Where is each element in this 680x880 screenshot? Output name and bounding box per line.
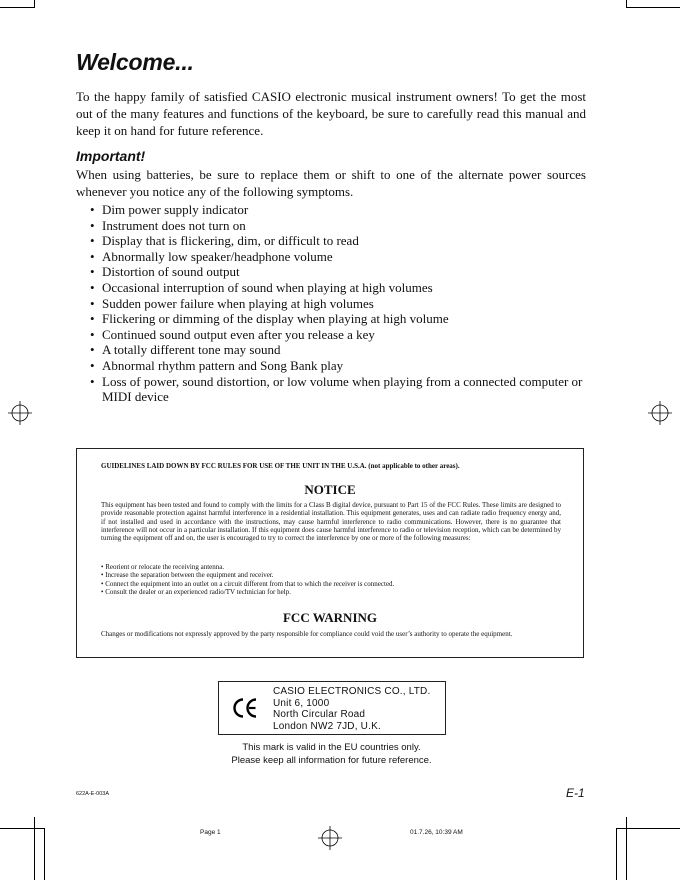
crop-mark-top-right bbox=[626, 7, 680, 8]
list-item: • Distortion of sound output bbox=[90, 264, 586, 280]
list-item: • Loss of power, sound distortion, or low volume when playing from a connected computer or MIDI device bbox=[90, 374, 586, 405]
registration-target-left bbox=[8, 401, 32, 425]
crop-mark-top-left bbox=[0, 7, 34, 8]
company-address bbox=[273, 686, 430, 732]
intro-paragraph: To the happy family of satisfied CASIO electronic musical instrument owners! To get the most out of the many features and functions of the keyboard, be sure to carefully read this manual and keep it on hand for future reference. bbox=[76, 89, 586, 138]
battery-paragraph: When using batteries, be sure to replace them or shift to one of the alternate power sources whenever you notice any of the following symptoms. bbox=[76, 167, 586, 199]
footer-page-label: Page 1 bbox=[200, 829, 221, 836]
crop-mark-top-left bbox=[34, 0, 35, 8]
address-line: North Circular Road bbox=[273, 709, 366, 721]
symptom-list bbox=[90, 202, 586, 405]
registration-target-bottom bbox=[318, 826, 342, 850]
ce-mark-icon bbox=[231, 698, 259, 718]
notice-text: This equipment has been tested and found to comply with the limits for a Class B digital device, pursuant to Part 15 of the FCC Rules. These limits are designed to provide reasonable protection against harmful interference in a residential installation. This equipment generates, uses and can radiate radio frequency energy and, if not installed and used in accordance with the instructions, may cause harmful interference to radio communications. However, there is no guarantee that interference will not occur in a particular installation. If this equipment does cause harmful interference to radio or television reception, which can be determined by turning the equipment off and on, the user is encouraged to try to correct the interference by one or more of the following measures: bbox=[101, 501, 561, 543]
list-item: • Dim power supply indicator bbox=[90, 202, 586, 218]
fcc-notice-box bbox=[76, 448, 584, 658]
footer-datetime: 01.7.26, 10:39 AM bbox=[410, 829, 463, 836]
list-item: • Increase the separation between the equipment and receiver. bbox=[101, 571, 274, 580]
list-item: • Connect the equipment into an outlet on a circuit different from that to which the receiver is connected. bbox=[101, 579, 395, 588]
crop-mark-bottom-right bbox=[626, 817, 627, 880]
address-line: CASIO ELECTRONICS CO., LTD. bbox=[273, 686, 431, 697]
list-item: • Occasional interruption of sound when playing at high volumes bbox=[90, 280, 586, 296]
fcc-warning-text: Changes or modifications not expressly approved by the party responsible for compliance could void the user’s authority to operate the equipment. bbox=[101, 630, 513, 638]
fcc-measures-list bbox=[101, 563, 561, 596]
document-code: 622A-E-003A bbox=[76, 791, 110, 797]
list-item: • Flickering or dimming of the display when playing at high volume bbox=[90, 311, 586, 327]
crop-mark-bottom-left bbox=[34, 817, 35, 880]
page-title: Welcome... bbox=[76, 49, 194, 75]
notice-title: NOTICE bbox=[304, 482, 356, 497]
registration-target-right bbox=[648, 401, 672, 425]
list-item: • Abnormally low speaker/headphone volume bbox=[90, 249, 586, 265]
list-item: • Instrument does not turn on bbox=[90, 218, 586, 234]
fcc-warning-title: FCC WARNING bbox=[282, 610, 377, 625]
address-line: London NW2 7JD, U.K. bbox=[273, 720, 381, 732]
list-item: • Sudden power failure when playing at high volumes bbox=[90, 296, 586, 312]
list-item: • A totally different tone may sound bbox=[90, 342, 586, 358]
crop-mark-top-right bbox=[626, 0, 627, 8]
list-item: • Abnormal rhythm pattern and Song Bank play bbox=[90, 358, 586, 374]
crop-mark-bottom-right bbox=[616, 828, 617, 880]
page-number: E-1 bbox=[566, 786, 585, 800]
list-item: • Continued sound output even after you release a key bbox=[90, 327, 586, 343]
list-item: • Display that is flickering, dim, or difficult to read bbox=[90, 233, 586, 249]
important-heading: Important! bbox=[76, 148, 146, 164]
eu-note-line: Please keep all information for future reference. bbox=[231, 754, 432, 766]
crop-mark-bottom-left bbox=[44, 828, 45, 880]
eu-note-line: This mark is valid in the EU countries only. bbox=[242, 742, 421, 753]
fcc-guideline: GUIDELINES LAID DOWN BY FCC RULES FOR USE OF THE UNIT IN THE U.S.A. (not applicable to other areas). bbox=[101, 462, 460, 470]
eu-note bbox=[200, 742, 463, 767]
list-item: • Consult the dealer or an experienced radio/TV technician for help. bbox=[101, 587, 291, 596]
ce-address-box bbox=[218, 681, 446, 735]
crop-mark-bottom-left bbox=[0, 828, 44, 829]
list-item: • Reorient or relocate the receiving antenna. bbox=[101, 563, 225, 571]
address-line: Unit 6, 1000 bbox=[273, 697, 330, 709]
